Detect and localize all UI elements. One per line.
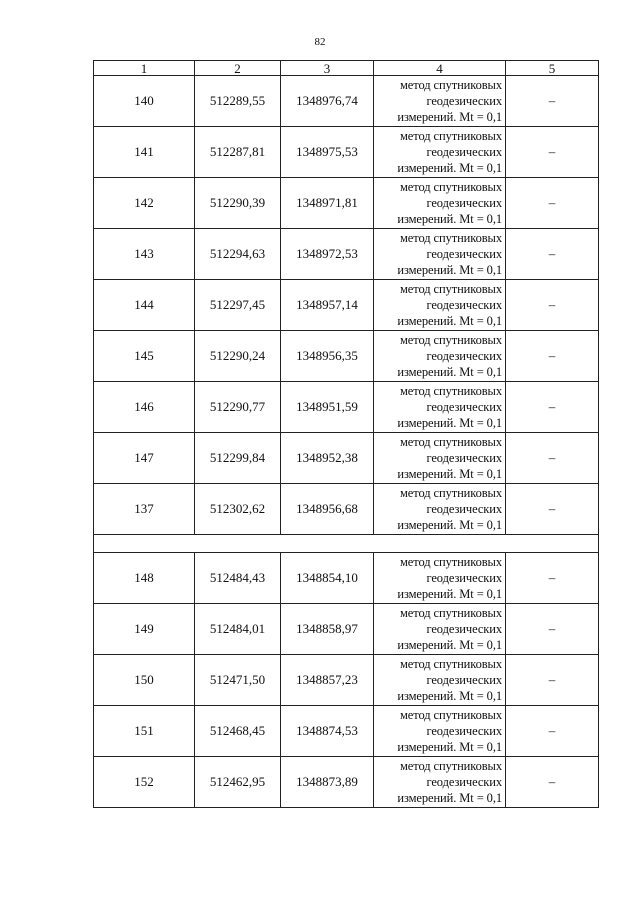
method-text-line: метод спутниковых — [400, 486, 502, 500]
point-number-cell: 149 — [94, 604, 195, 655]
note-cell: – — [506, 76, 599, 127]
coordinates-table — [93, 60, 599, 808]
method-cell — [374, 655, 506, 706]
point-number-cell: 137 — [94, 484, 195, 535]
point-number-cell: 144 — [94, 280, 195, 331]
method-text-line: измерений. Mt = 0,1 — [397, 263, 502, 277]
y-coordinate-cell: 1348951,59 — [281, 382, 374, 433]
method-text-line: геодезических — [426, 724, 502, 738]
method-text-line: геодезических — [426, 775, 502, 789]
method-text-line: геодезических — [426, 349, 502, 363]
method-text-line: измерений. Mt = 0,1 — [397, 467, 502, 481]
note-cell: – — [506, 229, 599, 280]
x-coordinate-cell: 512468,45 — [195, 706, 281, 757]
table-header-row — [94, 61, 599, 76]
table-row — [94, 178, 599, 229]
note-cell: – — [506, 757, 599, 808]
point-number-cell: 143 — [94, 229, 195, 280]
table-row — [94, 76, 599, 127]
x-coordinate-cell: 512484,43 — [195, 553, 281, 604]
y-coordinate-cell: 1348857,23 — [281, 655, 374, 706]
method-cell — [374, 484, 506, 535]
note-cell: – — [506, 178, 599, 229]
method-text-line: измерений. Mt = 0,1 — [397, 212, 502, 226]
x-coordinate-cell: 512290,77 — [195, 382, 281, 433]
method-text-line: геодезических — [426, 298, 502, 312]
y-coordinate-cell: 1348952,38 — [281, 433, 374, 484]
method-text-line: метод спутниковых — [400, 435, 502, 449]
method-text-line: геодезических — [426, 94, 502, 108]
y-coordinate-cell: 1348957,14 — [281, 280, 374, 331]
method-text-line: измерений. Mt = 0,1 — [397, 791, 502, 805]
x-coordinate-cell: 512287,81 — [195, 127, 281, 178]
table-body — [94, 76, 599, 808]
x-coordinate-cell: 512290,39 — [195, 178, 281, 229]
method-text-line: геодезических — [426, 622, 502, 636]
note-cell: – — [506, 331, 599, 382]
column-header-5: 5 — [506, 61, 599, 76]
y-coordinate-cell: 1348975,53 — [281, 127, 374, 178]
x-coordinate-cell: 512290,24 — [195, 331, 281, 382]
column-header-2: 2 — [195, 61, 281, 76]
point-number-cell: 140 — [94, 76, 195, 127]
method-cell — [374, 604, 506, 655]
table-row — [94, 229, 599, 280]
group-separator-cell — [94, 535, 599, 553]
method-text-line: геодезических — [426, 400, 502, 414]
y-coordinate-cell: 1348956,68 — [281, 484, 374, 535]
table-row — [94, 655, 599, 706]
method-text-line: метод спутниковых — [400, 180, 502, 194]
method-cell — [374, 178, 506, 229]
point-number-cell: 152 — [94, 757, 195, 808]
x-coordinate-cell: 512299,84 — [195, 433, 281, 484]
point-number-cell: 142 — [94, 178, 195, 229]
method-cell — [374, 706, 506, 757]
table-row — [94, 553, 599, 604]
y-coordinate-cell: 1348972,53 — [281, 229, 374, 280]
method-text-line: геодезических — [426, 247, 502, 261]
method-cell — [374, 757, 506, 808]
table-row — [94, 382, 599, 433]
method-cell — [374, 229, 506, 280]
method-text-line: измерений. Mt = 0,1 — [397, 638, 502, 652]
method-text-line: метод спутниковых — [400, 708, 502, 722]
column-header-4: 4 — [374, 61, 506, 76]
method-text-line: метод спутниковых — [400, 129, 502, 143]
point-number-cell: 141 — [94, 127, 195, 178]
method-cell — [374, 331, 506, 382]
method-text-line: метод спутниковых — [400, 384, 502, 398]
point-number-cell: 148 — [94, 553, 195, 604]
method-text-line: измерений. Mt = 0,1 — [397, 689, 502, 703]
method-text-line: геодезических — [426, 571, 502, 585]
method-text-line: метод спутниковых — [400, 606, 502, 620]
note-cell: – — [506, 553, 599, 604]
method-text-line: геодезических — [426, 673, 502, 687]
point-number-cell: 150 — [94, 655, 195, 706]
note-cell: – — [506, 433, 599, 484]
y-coordinate-cell: 1348971,81 — [281, 178, 374, 229]
note-cell: – — [506, 127, 599, 178]
method-text-line: метод спутниковых — [400, 759, 502, 773]
y-coordinate-cell: 1348854,10 — [281, 553, 374, 604]
note-cell: – — [506, 382, 599, 433]
method-cell — [374, 553, 506, 604]
table-row — [94, 127, 599, 178]
column-header-3: 3 — [281, 61, 374, 76]
group-separator-row — [94, 535, 599, 553]
point-number-cell: 147 — [94, 433, 195, 484]
method-text-line: геодезических — [426, 451, 502, 465]
method-text-line: метод спутниковых — [400, 282, 502, 296]
method-text-line: геодезических — [426, 145, 502, 159]
point-number-cell: 151 — [94, 706, 195, 757]
method-text-line: измерений. Mt = 0,1 — [397, 161, 502, 175]
method-text-line: метод спутниковых — [400, 555, 502, 569]
table-row — [94, 604, 599, 655]
page-number: 82 — [314, 36, 326, 48]
column-header-1: 1 — [94, 61, 195, 76]
x-coordinate-cell: 512294,63 — [195, 229, 281, 280]
x-coordinate-cell: 512471,50 — [195, 655, 281, 706]
note-cell: – — [506, 280, 599, 331]
method-text-line: измерений. Mt = 0,1 — [397, 587, 502, 601]
method-text-line: измерений. Mt = 0,1 — [397, 518, 502, 532]
method-text-line: метод спутниковых — [400, 657, 502, 671]
method-cell — [374, 382, 506, 433]
x-coordinate-cell: 512297,45 — [195, 280, 281, 331]
x-coordinate-cell: 512302,62 — [195, 484, 281, 535]
method-cell — [374, 76, 506, 127]
y-coordinate-cell: 1348976,74 — [281, 76, 374, 127]
table-row — [94, 433, 599, 484]
note-cell: – — [506, 604, 599, 655]
table-row — [94, 484, 599, 535]
method-text-line: измерений. Mt = 0,1 — [397, 314, 502, 328]
note-cell: – — [506, 706, 599, 757]
table-row — [94, 280, 599, 331]
method-text-line: метод спутниковых — [400, 78, 502, 92]
method-text-line: измерений. Mt = 0,1 — [397, 110, 502, 124]
method-text-line: геодезических — [426, 196, 502, 210]
note-cell: – — [506, 655, 599, 706]
y-coordinate-cell: 1348873,89 — [281, 757, 374, 808]
point-number-cell: 145 — [94, 331, 195, 382]
y-coordinate-cell: 1348858,97 — [281, 604, 374, 655]
method-cell — [374, 280, 506, 331]
method-text-line: геодезических — [426, 502, 502, 516]
x-coordinate-cell: 512289,55 — [195, 76, 281, 127]
method-text-line: измерений. Mt = 0,1 — [397, 365, 502, 379]
x-coordinate-cell: 512462,95 — [195, 757, 281, 808]
x-coordinate-cell: 512484,01 — [195, 604, 281, 655]
table-row — [94, 331, 599, 382]
method-cell — [374, 127, 506, 178]
y-coordinate-cell: 1348956,35 — [281, 331, 374, 382]
method-cell — [374, 433, 506, 484]
table-row — [94, 757, 599, 808]
note-cell: – — [506, 484, 599, 535]
method-text-line: метод спутниковых — [400, 333, 502, 347]
table-row — [94, 706, 599, 757]
method-text-line: измерений. Mt = 0,1 — [397, 416, 502, 430]
y-coordinate-cell: 1348874,53 — [281, 706, 374, 757]
point-number-cell: 146 — [94, 382, 195, 433]
method-text-line: измерений. Mt = 0,1 — [397, 740, 502, 754]
method-text-line: метод спутниковых — [400, 231, 502, 245]
